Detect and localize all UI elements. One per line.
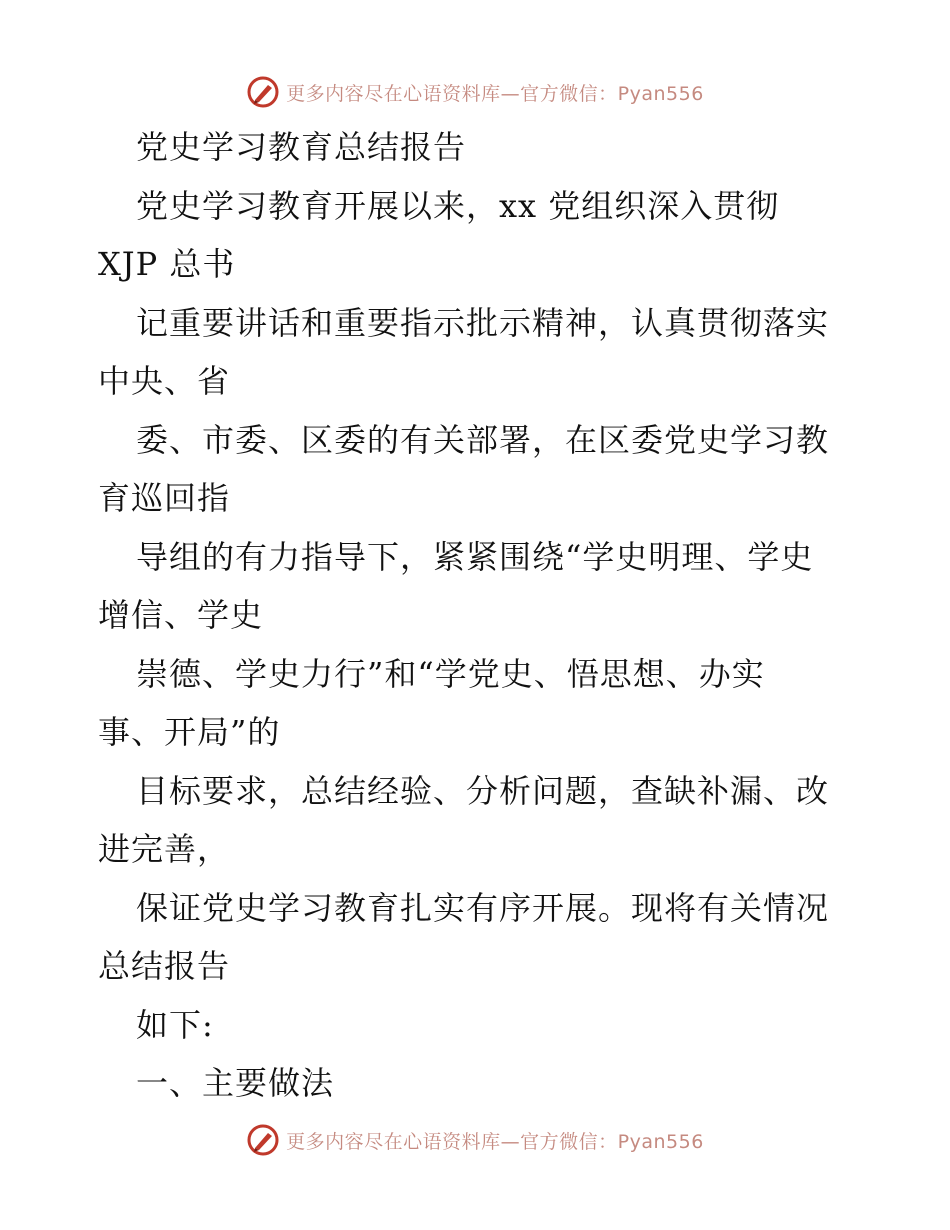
pen-logo-icon	[246, 1123, 280, 1157]
text-line: 目标要求，总结经验、分析问题，查缺补漏、改	[136, 771, 830, 810]
text-line: 事、开局”的	[98, 713, 281, 751]
text-line: 增信、学史	[98, 596, 264, 634]
text-line: 委、市委、区委的有关部署，在区委党史学习教	[136, 420, 830, 459]
watermark-text: 更多内容尽在心语资料库—官方微信：Pyan556	[286, 82, 704, 105]
text-line: 如下:	[136, 1005, 214, 1044]
pen-logo-icon	[246, 75, 280, 109]
text-line: 进完善，	[98, 830, 231, 868]
watermark-text: 更多内容尽在心语资料库—官方微信：Pyan556	[286, 1130, 704, 1153]
document-title: 党史学习教育总结报告	[136, 128, 467, 166]
text-line: 党史学习教育开展以来，xx 党组织深入贯彻	[136, 186, 780, 225]
text-line: XJP 总书	[98, 245, 236, 283]
watermark-footer	[0, 1120, 950, 1160]
text-line: 一、主要做法	[136, 1064, 335, 1102]
text-line: 中央、省	[98, 362, 231, 400]
watermark-header	[0, 72, 950, 112]
text-line: 育巡回指	[98, 479, 231, 517]
text-line: 总结报告	[98, 947, 231, 985]
document-body	[98, 118, 868, 1113]
text-line: 记重要讲话和重要指示批示精神，认真贯彻落实	[136, 303, 830, 342]
text-line: 崇德、学史力行”和“学党史、悟思想、办实	[136, 654, 765, 693]
text-line: 导组的有力指导下，紧紧围绕“学史明理、学史	[136, 537, 814, 576]
text-line: 保证党史学习教育扎实有序开展。现将有关情况	[136, 888, 830, 927]
